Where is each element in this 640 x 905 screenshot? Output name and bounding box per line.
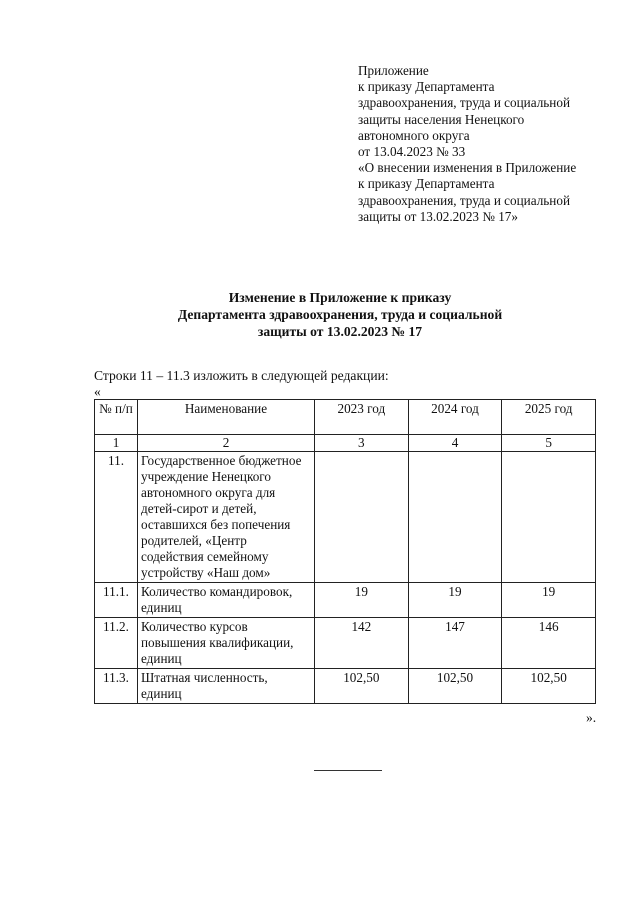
index-cell: 1: [95, 435, 138, 452]
row-2024: 147: [408, 618, 502, 669]
table-row: [95, 618, 596, 669]
row-name: Количество командировок, единиц: [138, 583, 315, 618]
appendix-line: от 13.04.2023 № 33: [358, 144, 466, 160]
appendix-block: [358, 63, 628, 225]
index-cell: 4: [408, 435, 502, 452]
title-line: защиты от 13.02.2023 № 17: [257, 324, 423, 339]
header-2025: 2025 год: [502, 400, 596, 435]
appendix-line: к приказу Департамента: [358, 176, 495, 192]
row-num: 11.2.: [95, 618, 138, 669]
row-2025: [502, 452, 596, 583]
appendix-line: здравоохранения, труда и социальной: [358, 192, 571, 208]
open-quote: «: [94, 384, 101, 399]
row-2025: 146: [502, 618, 596, 669]
appendix-line: Приложение: [358, 63, 429, 78]
row-2023: 102,50: [315, 669, 409, 704]
footer-divider: [314, 770, 382, 771]
appendix-line: «О внесении изменения в Приложение: [358, 160, 577, 176]
title-line: Департамента здравоохранения, труда и социальной: [177, 307, 503, 322]
index-cell: 3: [315, 435, 409, 452]
table-row: [95, 669, 596, 704]
row-2024: [408, 452, 502, 583]
row-name: Количество курсов повышения квалификации, единиц: [138, 618, 315, 669]
row-num: 11.3.: [95, 669, 138, 704]
appendix-line: защиты от 13.02.2023 № 17»: [358, 208, 518, 224]
row-2023: 19: [315, 583, 409, 618]
index-cell: 2: [138, 435, 315, 452]
title-line: Изменение в Приложение к приказу: [228, 290, 452, 305]
table-header-row: [95, 400, 596, 435]
index-cell: 5: [502, 435, 596, 452]
row-2024: 19: [408, 583, 502, 618]
header-num: № п/п: [95, 400, 138, 435]
row-num: 11.: [95, 452, 138, 583]
row-2025: 19: [502, 583, 596, 618]
row-name: Государственное бюджетное учреждение Ненецкого автономного округа для детей-сирот и детей, оставшихся без попечения родителей, «Центр содействия семейному устройству «Наш дом»: [138, 452, 315, 583]
row-2023: 142: [315, 618, 409, 669]
header-name: Наименование: [138, 400, 315, 435]
header-2023: 2023 год: [315, 400, 409, 435]
row-name: Штатная численность, единиц: [138, 669, 315, 704]
close-quote: ».: [586, 710, 597, 725]
appendix-line: здравоохранения, труда и социальной: [358, 95, 571, 111]
table-row: [95, 583, 596, 618]
row-2023: [315, 452, 409, 583]
row-2025: 102,50: [502, 669, 596, 704]
table-index-row: [95, 435, 596, 452]
intro-text: Строки 11 – 11.3 изложить в следующей редакции:: [94, 368, 389, 383]
row-num: 11.1.: [95, 583, 138, 618]
appendix-line: к приказу Департамента: [358, 79, 495, 95]
document-title: [40, 289, 640, 340]
header-2024: 2024 год: [408, 400, 502, 435]
appendix-line: защиты населения Ненецкого: [358, 111, 525, 127]
changes-table: [94, 399, 596, 704]
appendix-line: автономного округа: [358, 127, 470, 143]
row-2024: 102,50: [408, 669, 502, 704]
table-row: [95, 452, 596, 583]
